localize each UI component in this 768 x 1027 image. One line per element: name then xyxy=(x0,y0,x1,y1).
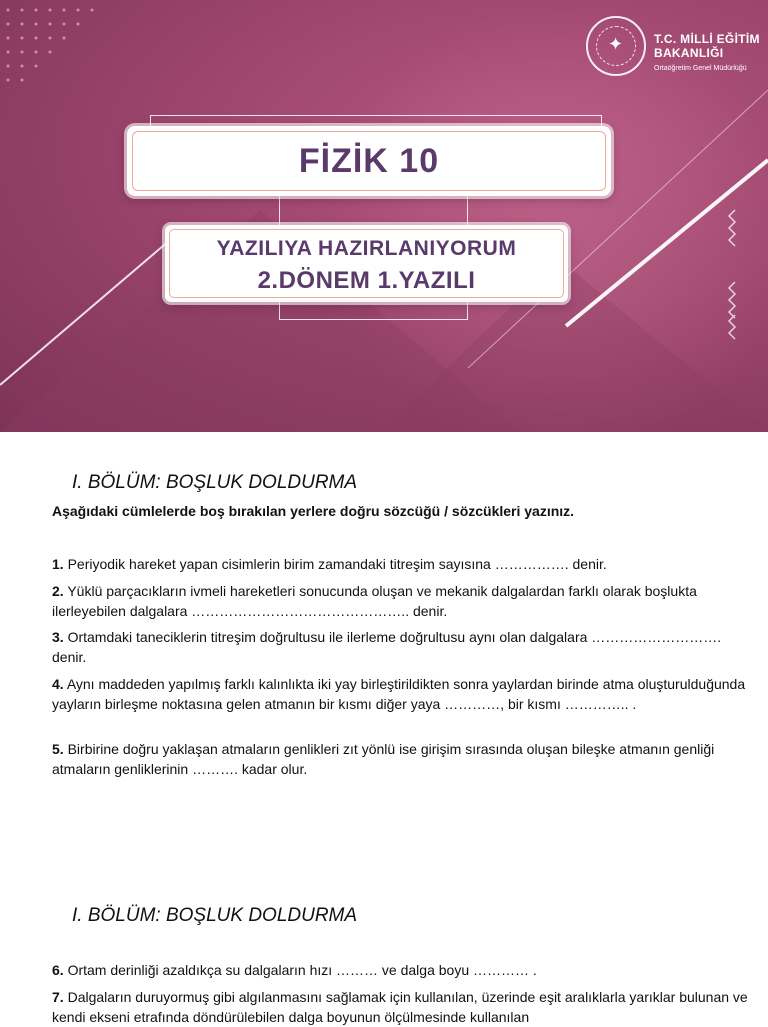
question-text: Dalgaların duruyormuş gibi algılanmasını sağlamak için kullanılan, üzerinde eşit aralıklarla yarıklar bulunan ve kendi ekseni etrafında döndürülebilen dalga boyunun ölçülmesinde kullanılan xyxy=(52,989,748,1025)
subtitle-box xyxy=(165,225,568,302)
question-text: Yüklü parçacıkların ivmeli hareketleri sonucunda oluşan ve mekanik dalgalardan farklı olarak boşlukta ilerleyebilen dalgalara ……………………………………….. denir. xyxy=(52,583,697,619)
question-item xyxy=(52,740,748,779)
logo-line-1: T.C. MİLLİ EĞİTİM xyxy=(654,32,760,46)
ministry-emblem-icon: ✦ xyxy=(586,16,646,76)
question-item xyxy=(52,988,748,1027)
section-heading-1: I. BÖLÜM: BOŞLUK DOLDURMA xyxy=(72,472,358,493)
logo-line-3: Ortaöğretim Genel Müdürlüğü xyxy=(654,65,747,72)
question-item xyxy=(52,675,748,714)
question-text: Aynı maddeden yapılmış farklı kalınlıkta iki yay birleştirildikten sonra yaylardan birinde atma oluşturulduğunda yayların birleşme noktasına gelen atmanın bir kısmı diğer yaya …………, bir kısmı ………….. . xyxy=(52,676,746,712)
question-item xyxy=(52,961,748,981)
question-text: Birbirine doğru yaklaşan atmaların genlikleri zıt yönlü ise girişim sırasında oluşan bileşke atmanın genliği atmaların genliklerinin ………. kadar olur. xyxy=(52,741,715,777)
question-text: Periyodik hareket yapan cisimlerin birim zamandaki titreşim sayısına ……………. denir. xyxy=(67,556,607,572)
question-number: 1. xyxy=(52,556,64,572)
question-number: 4. xyxy=(52,676,64,692)
question-item xyxy=(52,582,748,621)
question-number: 7. xyxy=(52,989,64,1005)
question-item xyxy=(52,555,748,575)
instruction-text: Aşağıdaki cümlelerde boş bırakılan yerlere doğru sözcüğü / sözcükleri yazınız. xyxy=(52,503,575,519)
title-box xyxy=(127,126,611,196)
subtitle-line-1: YAZILIYA HAZIRLANIYORUM xyxy=(216,237,517,260)
section-heading-2: I. BÖLÜM: BOŞLUK DOLDURMA xyxy=(72,905,358,926)
logo-line-2: BAKANLIĞI xyxy=(654,46,724,60)
question-text: Ortam derinliği azaldıkça su dalgaların hızı ……… ve dalga boyu ………… . xyxy=(67,962,537,978)
page-title: FİZİK 10 xyxy=(298,141,440,180)
question-number: 2. xyxy=(52,583,64,599)
ministry-logo xyxy=(586,16,760,80)
header-banner xyxy=(0,0,768,432)
question-number: 3. xyxy=(52,629,64,645)
question-number: 5. xyxy=(52,741,64,757)
question-text: Ortamdaki taneciklerin titreşim doğrultusu ile ilerleme doğrultusu aynı olan dalgalara ………………………. denir. xyxy=(52,629,722,665)
question-number: 6. xyxy=(52,962,64,978)
question-item xyxy=(52,628,748,667)
subtitle-line-2: 2.DÖNEM 1.YAZILI xyxy=(257,267,476,294)
